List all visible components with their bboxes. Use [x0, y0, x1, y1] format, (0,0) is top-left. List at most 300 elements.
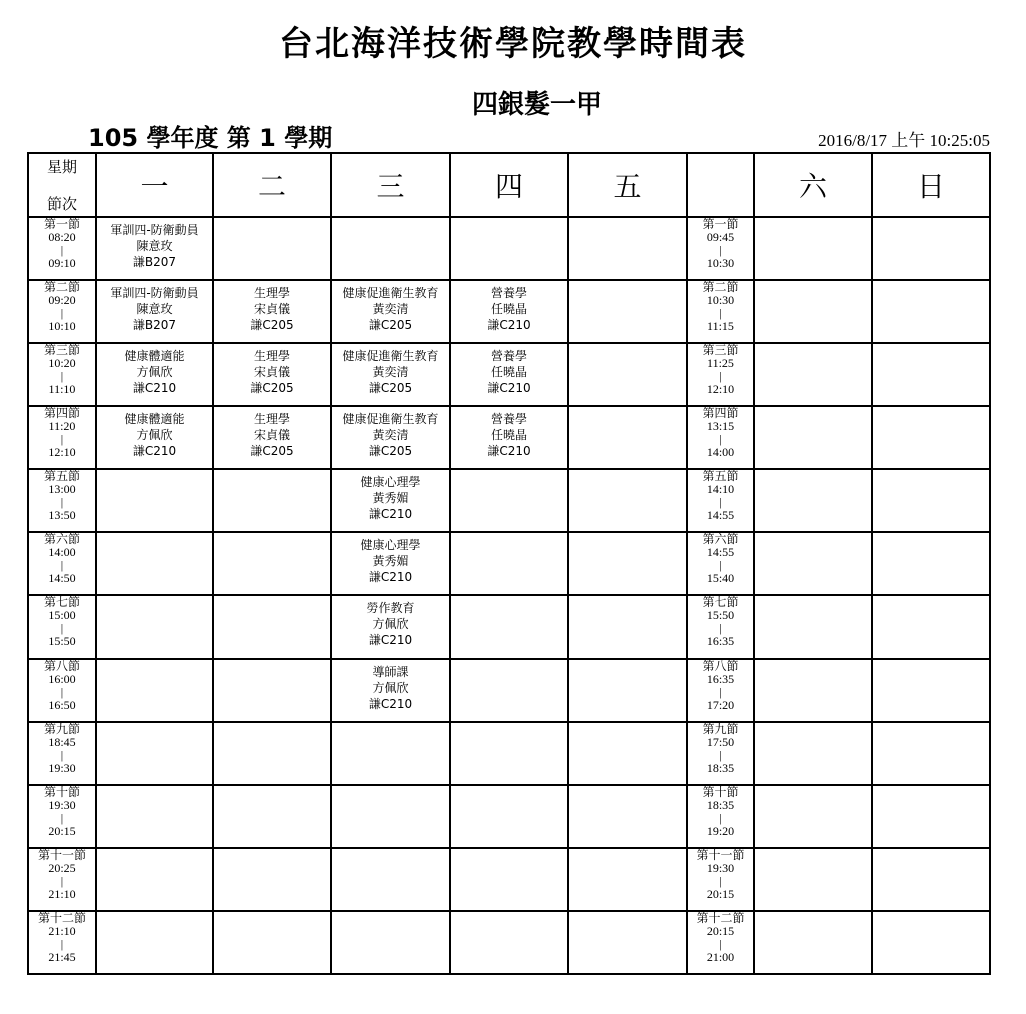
course-teacher: 黃奕清: [372, 302, 409, 317]
course-room: 謙C205: [368, 381, 413, 396]
course-entry: [332, 470, 449, 522]
period-name: 第五節: [702, 469, 739, 484]
period-end: 17:20: [706, 697, 735, 712]
period-sep: |: [60, 243, 64, 257]
period-cell-left: [28, 848, 96, 911]
slot-cell: [96, 217, 213, 280]
period-cell-right: [687, 722, 754, 785]
period-info: [29, 281, 95, 333]
period-end: 09:10: [48, 256, 76, 270]
day-header-mon: 一: [96, 153, 213, 217]
course-course: 軍訓四-防衛動員: [110, 223, 199, 237]
course-entry: [332, 533, 449, 585]
slot-cell: [213, 280, 331, 343]
period-name: 第一節: [702, 217, 739, 231]
period-sep: |: [719, 936, 722, 951]
slot-cell: [450, 217, 568, 280]
slot-cell: [754, 595, 872, 658]
course-entry: [451, 407, 567, 459]
slot-cell: [96, 659, 213, 722]
table-row: [28, 469, 990, 532]
period-name: 第六節: [43, 532, 80, 547]
period-end: 20:15: [706, 886, 735, 901]
slot-cell: [450, 532, 568, 595]
slot-cell: [331, 406, 450, 469]
period-end: 20:15: [48, 823, 76, 838]
slot-cell: [96, 595, 213, 658]
period-cell-left: [28, 659, 96, 722]
day-header-thu: 四: [450, 153, 568, 217]
period-info: [688, 786, 753, 838]
period-name: 第五節: [43, 469, 80, 484]
course-room: 謙C205: [250, 444, 294, 459]
slot-cell: [568, 911, 687, 974]
course-course: 勞作教育: [366, 601, 415, 616]
period-start: 09:45: [706, 230, 735, 244]
course-teacher: 任曉晶: [490, 302, 527, 317]
course-room: 謙C210: [487, 444, 531, 459]
course-teacher: 宋貞儀: [253, 302, 290, 317]
period-info: [29, 218, 95, 270]
slot-cell: [568, 469, 687, 532]
period-start: 18:45: [48, 734, 76, 749]
period-cell-left: [28, 469, 96, 532]
course-entry: [97, 218, 212, 270]
slot-cell: [568, 280, 687, 343]
course-course: 健康體適能: [124, 349, 185, 364]
course-course: 軍訓四-防衛動員: [110, 286, 199, 301]
period-info: [688, 849, 753, 901]
period-info: [29, 470, 95, 522]
course-entry: [97, 407, 212, 459]
period-end: 13:50: [48, 508, 76, 523]
slot-cell: [568, 785, 687, 848]
slot-cell: [331, 595, 450, 658]
period-info: [29, 344, 95, 396]
period-cell-left: [28, 911, 96, 974]
period-cell-left: [28, 217, 96, 280]
course-course: 生理學: [253, 286, 290, 301]
period-start: 19:30: [706, 860, 735, 875]
course-room: 謙C210: [368, 570, 413, 585]
day-header-row: [28, 153, 990, 217]
slot-cell: [450, 469, 568, 532]
course-teacher: 任曉晶: [490, 365, 527, 380]
period-info: [688, 407, 753, 459]
course-room: 謙B207: [132, 255, 177, 269]
course-teacher: 黃奕清: [372, 365, 409, 380]
course-teacher: 黃秀媚: [372, 491, 409, 506]
period-sep: |: [60, 936, 64, 951]
slot-cell: [872, 595, 990, 658]
weekday-label: 星期: [46, 158, 77, 176]
slot-cell: [450, 406, 568, 469]
course-teacher: 方佩欣: [136, 365, 173, 380]
slot-cell: [213, 532, 331, 595]
period-name: 第九節: [43, 721, 80, 736]
period-sep: |: [60, 684, 64, 699]
course-course: 健康促進衛生教育: [342, 349, 439, 364]
period-name: 第十節: [702, 784, 739, 799]
period-cell-right: [687, 406, 754, 469]
period-end: 10:30: [706, 256, 735, 270]
period-name: 第四節: [702, 406, 739, 421]
day-header-fri: 五: [568, 153, 687, 217]
period-info: [688, 723, 753, 775]
slot-cell: [754, 532, 872, 595]
period-end: 14:55: [706, 508, 735, 523]
slot-cell: [331, 659, 450, 722]
period-start: 20:15: [706, 923, 735, 938]
slot-cell: [872, 532, 990, 595]
slot-cell: [872, 722, 990, 785]
period-sep: |: [60, 369, 64, 384]
period-cell-left: [28, 595, 96, 658]
slot-cell: [213, 659, 331, 722]
slot-cell: [331, 848, 450, 911]
course-room: 謙C210: [368, 507, 413, 522]
period-sep: |: [60, 810, 64, 825]
period-sep: |: [719, 495, 722, 510]
period-name: 第十節: [43, 784, 80, 799]
period-start: 14:00: [48, 545, 76, 560]
period-sep: |: [60, 558, 64, 573]
period-name: 第三節: [43, 343, 80, 358]
course-room: 謙C205: [250, 318, 294, 333]
period-cell-right: [687, 659, 754, 722]
course-course: 導師課: [372, 664, 409, 679]
table-row: [28, 595, 990, 658]
slot-cell: [96, 911, 213, 974]
period-end: 12:10: [48, 445, 76, 460]
period-end: 14:50: [48, 571, 76, 586]
slot-cell: [96, 785, 213, 848]
period-sep: |: [60, 747, 64, 762]
course-course: 健康體適能: [124, 412, 185, 427]
course-room: 謙C210: [368, 633, 413, 648]
table-row: [28, 659, 990, 722]
course-teacher: 宋貞儀: [253, 428, 290, 443]
period-info: [688, 218, 753, 270]
period-end: 19:30: [48, 760, 76, 775]
period-name: 第一節: [43, 217, 80, 231]
period-end: 15:50: [48, 634, 76, 649]
period-end: 16:35: [706, 634, 735, 649]
period-start: 11:20: [48, 419, 76, 434]
course-entry: [332, 596, 449, 648]
slot-cell: [568, 722, 687, 785]
course-teacher: 陳意玫: [136, 302, 173, 317]
period-start: 14:55: [706, 545, 735, 560]
slot-cell: [872, 343, 990, 406]
period-name: 第三節: [702, 343, 739, 358]
course-room: 謙C210: [487, 381, 531, 396]
course-entry: [214, 281, 330, 333]
slot-cell: [213, 848, 331, 911]
slot-cell: [450, 722, 568, 785]
course-room: 謙B207: [132, 318, 177, 333]
period-sep: |: [719, 810, 722, 825]
period-start: 08:20: [48, 230, 76, 244]
course-course: 營養學: [490, 286, 527, 301]
slot-cell: [568, 343, 687, 406]
slot-cell: [568, 659, 687, 722]
course-teacher: 方佩欣: [136, 428, 173, 443]
course-room: 謙C210: [132, 381, 177, 396]
period-name: 第十二節: [696, 910, 745, 925]
period-info: [688, 912, 753, 964]
slot-cell: [450, 659, 568, 722]
period-cell-right: [687, 469, 754, 532]
slot-cell: [450, 785, 568, 848]
period-name: 第六節: [702, 532, 739, 547]
period-start: 14:10: [706, 482, 735, 497]
period-end: 14:00: [706, 445, 735, 460]
period-info: [29, 407, 95, 459]
slot-cell: [213, 595, 331, 658]
slot-cell: [872, 406, 990, 469]
table-row: [28, 343, 990, 406]
slot-cell: [450, 595, 568, 658]
slot-cell: [872, 848, 990, 911]
period-info: [29, 912, 95, 964]
period-name: 第十一節: [696, 847, 745, 862]
day-header-tue: 二: [213, 153, 331, 217]
period-start: 13:15: [706, 419, 735, 434]
course-entry: [332, 407, 449, 459]
table-row: [28, 280, 990, 343]
course-entry: [451, 281, 567, 333]
slot-cell: [754, 722, 872, 785]
table-row: [28, 406, 990, 469]
period-name: 第九節: [702, 721, 739, 736]
period-end: 21:45: [48, 949, 76, 964]
period-cell-right: [687, 343, 754, 406]
period-info: [688, 533, 753, 585]
slot-cell: [213, 785, 331, 848]
period-cell-right: [687, 532, 754, 595]
course-course: 健康心理學: [360, 475, 421, 490]
slot-cell: [96, 848, 213, 911]
course-teacher: 任曉晶: [490, 428, 527, 443]
slot-cell: [450, 848, 568, 911]
period-start: 09:20: [48, 293, 76, 308]
course-course: 健康促進衛生教育: [342, 286, 439, 301]
slot-cell: [450, 343, 568, 406]
page-title: 台北海洋技術學院教學時間表: [279, 24, 747, 64]
course-teacher: 黃奕清: [372, 428, 409, 443]
slot-cell: [872, 280, 990, 343]
course-entry: [97, 344, 212, 396]
period-info: [688, 281, 753, 333]
slot-cell: [754, 469, 872, 532]
period-cell-right: [687, 217, 754, 280]
period-info: [688, 660, 753, 712]
period-end: 12:10: [706, 382, 735, 397]
slot-cell: [872, 659, 990, 722]
slot-cell: [754, 217, 872, 280]
period-sep: |: [60, 873, 64, 888]
course-teacher: 方佩欣: [372, 680, 409, 695]
course-room: 謙C210: [487, 318, 531, 333]
course-course: 生理學: [253, 349, 290, 364]
period-sep: |: [60, 621, 64, 636]
slot-cell: [96, 532, 213, 595]
course-course: 健康促進衛生教育: [342, 412, 439, 427]
period-sep: |: [60, 432, 64, 447]
period-cell-right: [687, 785, 754, 848]
period-cell-right: [687, 911, 754, 974]
slot-cell: [331, 722, 450, 785]
period-name: 第十二節: [37, 910, 86, 925]
slot-cell: [568, 532, 687, 595]
period-info: [29, 533, 95, 585]
slot-cell: [331, 911, 450, 974]
slot-cell: [754, 848, 872, 911]
slot-cell: [331, 280, 450, 343]
period-end: 18:35: [706, 760, 735, 775]
slot-cell: [213, 217, 331, 280]
slot-cell: [331, 785, 450, 848]
period-cell-left: [28, 785, 96, 848]
course-room: 謙C210: [368, 696, 413, 711]
slot-cell: [213, 343, 331, 406]
period-sep: |: [719, 558, 722, 573]
slot-cell: [96, 406, 213, 469]
period-end: 11:15: [707, 319, 734, 334]
period-sep: |: [60, 306, 64, 321]
period-name: 第八節: [702, 658, 739, 673]
slot-cell: [450, 280, 568, 343]
slot-cell: [872, 469, 990, 532]
period-cell-right: [687, 595, 754, 658]
table-row: [28, 911, 990, 974]
period-start: 15:50: [706, 608, 735, 623]
period-end: 15:40: [706, 571, 735, 586]
period-start: 10:30: [706, 293, 735, 308]
slot-cell: [331, 343, 450, 406]
course-entry: [332, 660, 449, 712]
slot-cell: [754, 280, 872, 343]
slot-cell: [96, 343, 213, 406]
slot-cell: [450, 911, 568, 974]
period-start: 20:25: [48, 860, 76, 875]
period-sep: |: [719, 369, 722, 384]
period-name: 第二節: [43, 280, 80, 295]
slot-cell: [754, 406, 872, 469]
slot-cell: [331, 532, 450, 595]
day-header-weekend-period: [687, 153, 754, 217]
course-room: 謙C210: [132, 444, 177, 459]
slot-cell: [754, 343, 872, 406]
timetable: [27, 152, 991, 975]
period-end: 21:00: [706, 949, 735, 964]
course-teacher: 黃秀媚: [372, 554, 409, 569]
period-start: 17:50: [706, 734, 735, 749]
period-info: [29, 596, 95, 648]
period-info: [688, 470, 753, 522]
period-cell-right: [687, 280, 754, 343]
period-start: 13:00: [48, 482, 76, 497]
period-sep: |: [719, 306, 722, 321]
slot-cell: [568, 217, 687, 280]
period-label: 節次: [46, 195, 77, 213]
slot-cell: [568, 406, 687, 469]
period-name: 第八節: [43, 658, 80, 673]
slot-cell: [754, 659, 872, 722]
period-sep: |: [719, 621, 722, 636]
period-end: 10:10: [48, 319, 76, 334]
period-start: 16:35: [706, 671, 735, 686]
period-cell-left: [28, 343, 96, 406]
period-start: 10:20: [48, 356, 76, 371]
slot-cell: [872, 217, 990, 280]
day-header-sun: 日: [872, 153, 990, 217]
period-start: 16:00: [48, 671, 76, 686]
day-header-sat: 六: [754, 153, 872, 217]
slot-cell: [96, 469, 213, 532]
course-course: 營養學: [490, 412, 527, 427]
slot-cell: [213, 911, 331, 974]
slot-cell: [568, 848, 687, 911]
course-entry: [97, 281, 212, 333]
slot-cell: [754, 785, 872, 848]
table-row: [28, 785, 990, 848]
period-info: [29, 660, 95, 712]
course-teacher: 陳意玫: [136, 239, 173, 253]
period-name: 第七節: [702, 595, 739, 610]
academic-term: 105 學年度 第 1 學期: [88, 124, 333, 152]
period-sep: |: [719, 243, 722, 257]
period-name: 第七節: [43, 595, 80, 610]
period-start: 19:30: [48, 797, 76, 812]
period-sep: |: [60, 495, 64, 510]
course-teacher: 方佩欣: [372, 617, 409, 632]
table-row: [28, 217, 990, 280]
period-cell-right: [687, 848, 754, 911]
period-end: 19:20: [706, 823, 735, 838]
period-info: [688, 344, 753, 396]
slot-cell: [568, 595, 687, 658]
course-course: 健康心理學: [360, 538, 421, 553]
course-course: 營養學: [490, 349, 527, 364]
period-sep: |: [719, 747, 722, 762]
period-start: 15:00: [48, 608, 76, 623]
course-entry: [332, 281, 449, 333]
corner-cell: [28, 153, 96, 217]
course-entry: [214, 344, 330, 396]
period-start: 21:10: [48, 923, 76, 938]
course-course: 生理學: [253, 412, 290, 427]
table-row: [28, 722, 990, 785]
slot-cell: [96, 722, 213, 785]
period-end: 21:10: [48, 886, 76, 901]
period-sep: |: [719, 684, 722, 699]
period-start: 11:25: [707, 356, 734, 371]
slot-cell: [754, 911, 872, 974]
period-cell-left: [28, 722, 96, 785]
course-entry: [332, 344, 449, 396]
day-header-wed: 三: [331, 153, 450, 217]
period-info: [29, 849, 95, 901]
period-info: [688, 596, 753, 648]
slot-cell: [213, 469, 331, 532]
period-info: [29, 723, 95, 775]
table-row: [28, 532, 990, 595]
period-end: 16:50: [48, 697, 76, 712]
slot-cell: [96, 280, 213, 343]
period-end: 11:10: [48, 382, 76, 397]
